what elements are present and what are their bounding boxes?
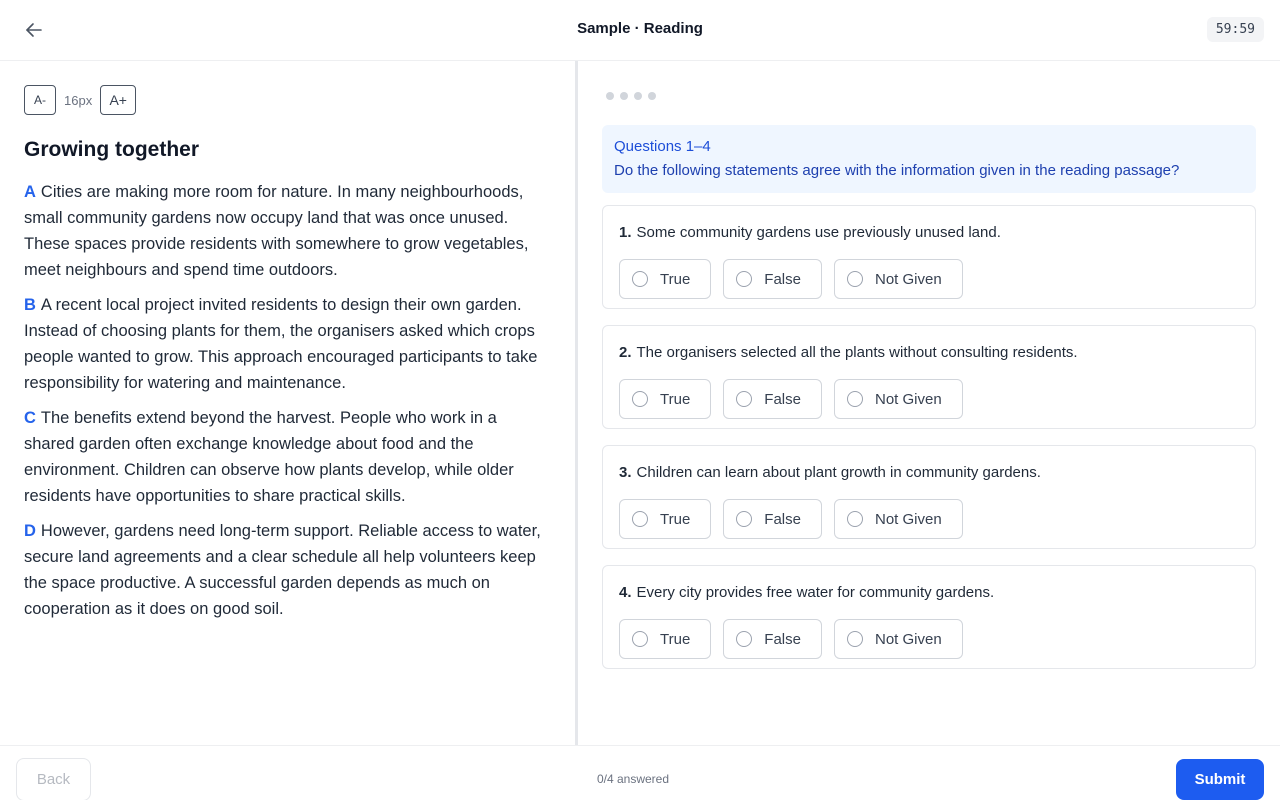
font-size-value: 16px [64,92,93,108]
option-label: Not Given [874,270,942,288]
option-not-given[interactable] [834,379,963,419]
instruction-box [602,125,1256,193]
option-label: True [660,270,691,288]
answered-count: 0/4 answered [596,772,670,786]
radio-icon[interactable] [632,271,648,287]
radio-icon[interactable] [736,631,752,647]
submit-button[interactable]: Submit [1176,759,1264,800]
question-text: Children can learn about plant growth in community gardens. [636,464,1041,481]
radio-icon[interactable] [736,271,752,287]
question-card-2 [602,325,1256,429]
paragraph-letter: C [24,409,36,427]
question-prompt [619,223,1239,243]
option-label: False [764,630,801,648]
question-number: 3. [619,464,632,481]
radio-icon[interactable] [736,511,752,527]
option-true[interactable] [619,259,711,299]
answer-options [619,499,1239,539]
option-label: False [764,510,801,528]
increase-font-button[interactable]: A+ [100,85,136,115]
arrow-left-icon[interactable] [22,18,46,42]
option-false[interactable] [723,619,822,659]
option-label: False [764,390,801,408]
option-true[interactable] [619,499,711,539]
radio-icon[interactable] [736,391,752,407]
question-group-dots [606,92,656,100]
radio-icon[interactable] [632,631,648,647]
answer-options [619,619,1239,659]
paragraph-a [24,179,551,283]
answer-options [619,379,1239,419]
radio-icon[interactable] [847,271,863,287]
option-not-given[interactable] [834,499,963,539]
radio-icon[interactable] [632,511,648,527]
countdown-timer: 59:59 [1207,17,1264,42]
option-label: True [660,390,691,408]
option-label: True [660,630,691,648]
paragraph-text: A recent local project invited residents to design their own garden. Instead of choosing plants for them, the organisers asked which crops people wanted to grow. This approach encouraged participants to take responsibility for watering and maintenance. [24,296,538,392]
radio-icon[interactable] [847,511,863,527]
option-label: Not Given [874,630,942,648]
question-prompt [619,583,1239,603]
answer-options [619,259,1239,299]
option-not-given[interactable] [834,259,963,299]
progress-dot[interactable] [648,92,656,100]
progress-dot[interactable] [634,92,642,100]
paragraph-text: However, gardens need long-term support. Reliable access to water, secure land agreements and a clear schedule all help volunteers keep the space productive. A successful garden depends as much on cooperation as it does on good soil. [24,522,541,618]
instruction-text: Do the following statements agree with the information given in the reading passage? [614,162,1180,179]
question-card-4 [602,565,1256,669]
paragraph-d [24,518,551,622]
radio-icon[interactable] [632,391,648,407]
progress-dot[interactable] [620,92,628,100]
radio-icon[interactable] [847,631,863,647]
option-label: Not Given [874,510,942,528]
option-true[interactable] [619,619,711,659]
progress-dot[interactable] [606,92,614,100]
paragraph-letter: B [24,296,36,314]
question-card-3 [602,445,1256,549]
paragraph-b [24,292,551,396]
option-label: False [764,270,801,288]
decrease-font-button[interactable]: A- [24,85,56,115]
passage-pane [0,61,575,745]
question-text: The organisers selected all the plants without consulting residents. [636,344,1078,361]
font-size-controls [24,85,551,115]
bottom-bar [0,745,1280,800]
option-false[interactable] [723,259,822,299]
back-button[interactable]: Back [16,758,91,800]
passage-body [24,179,551,622]
question-text: Some community gardens use previously unused land. [636,224,1001,241]
option-label: Not Given [874,390,942,408]
option-false[interactable] [723,499,822,539]
radio-icon[interactable] [847,391,863,407]
paragraph-c [24,405,551,509]
question-number: 2. [619,344,632,361]
question-prompt [619,463,1239,483]
question-card-1 [602,205,1256,309]
option-label: True [660,510,691,528]
paragraph-text: The benefits extend beyond the harvest. People who work in a shared garden often exchange knowledge about food and the environment. Children can observe how plants develop, while older residents have opportunities to share practical skills. [24,409,514,505]
option-not-given[interactable] [834,619,963,659]
question-number: 1. [619,224,632,241]
question-number: 4. [619,584,632,601]
instruction-title: Questions 1–4 [614,138,711,155]
top-bar [0,0,1280,61]
option-false[interactable] [723,379,822,419]
option-true[interactable] [619,379,711,419]
question-prompt [619,343,1239,363]
page-title: Sample · Reading [577,20,703,37]
question-text: Every city provides free water for community gardens. [636,584,995,601]
paragraph-letter: D [24,522,36,540]
paragraph-text: Cities are making more room for nature. In many neighbourhoods, small community gardens now occupy land that was once unused. These spaces provide residents with somewhere to grow vegetables, meet neighbours and spend time outdoors. [24,183,529,279]
paragraph-letter: A [24,183,36,201]
passage-title: Growing together [24,138,199,161]
questions-pane [578,61,1280,745]
